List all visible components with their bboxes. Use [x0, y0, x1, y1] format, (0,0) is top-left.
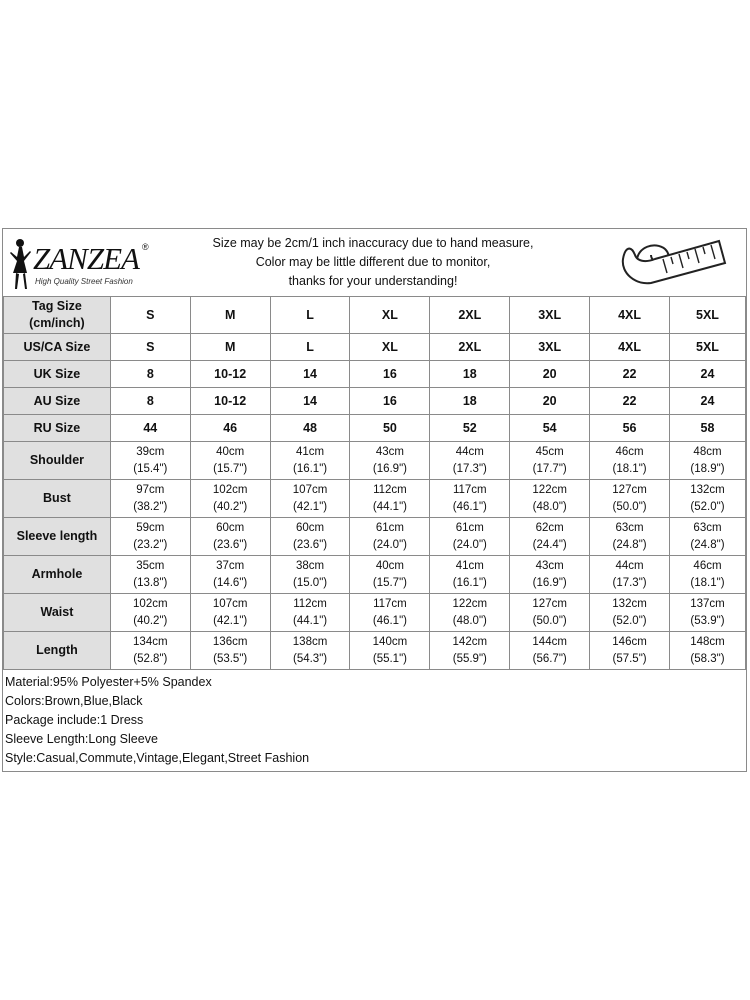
cell-value: 8: [146, 366, 154, 381]
inch-value: (42.1"): [213, 614, 248, 627]
table-cell: [430, 334, 510, 361]
table-cell: [510, 388, 590, 415]
measurement-cell: [110, 480, 190, 518]
cm-value: 43cm: [535, 559, 564, 572]
table-cell: [190, 415, 270, 442]
size-cell: [590, 297, 670, 334]
inch-value: (50.0"): [612, 500, 647, 513]
cm-value: 43cm: [375, 445, 404, 458]
cm-value: 40cm: [216, 445, 245, 458]
table-cell: [110, 361, 190, 388]
cell-value: 4XL: [618, 339, 642, 354]
inch-value: (46.1"): [452, 500, 487, 513]
table-row: [4, 594, 746, 632]
table-cell: [270, 334, 350, 361]
inch-value: (18.1"): [612, 462, 647, 475]
cm-value: 37cm: [216, 559, 245, 572]
cell-value: 52: [462, 420, 477, 435]
measurement-cell: [590, 480, 670, 518]
cell-value: 3XL: [538, 339, 562, 354]
cm-value: 61cm: [375, 521, 404, 534]
cm-value: 44cm: [455, 445, 484, 458]
inch-value: (46.1"): [372, 614, 407, 627]
measurement-cell: [270, 442, 350, 480]
cm-value: 48cm: [693, 445, 722, 458]
measurement-cell: [110, 632, 190, 670]
spec-package: Package include:1 Dress: [5, 713, 144, 727]
brand-name: ZANZEA: [33, 241, 139, 276]
table-cell: [350, 334, 430, 361]
notice-line: Color may be little different due to monitor,: [255, 255, 491, 269]
row-header: [4, 594, 111, 632]
cell-value: 14: [303, 366, 317, 381]
table-cell: [190, 334, 270, 361]
size-value: 5XL: [696, 307, 719, 322]
table-cell: [110, 388, 190, 415]
row-header-label: Length: [36, 643, 78, 657]
inch-value: (15.4"): [133, 462, 168, 475]
measurement-cell: [669, 632, 745, 670]
cell-value: 18: [462, 393, 477, 408]
inch-value: (56.7"): [532, 652, 567, 665]
inch-value: (52.0"): [690, 500, 725, 513]
row-header: [4, 480, 111, 518]
table-row: [4, 518, 746, 556]
cm-value: 112cm: [293, 597, 327, 610]
inch-value: (15.7"): [213, 462, 248, 475]
cell-value: 16: [382, 393, 397, 408]
cm-value: 112cm: [373, 483, 407, 496]
cm-value: 107cm: [292, 483, 328, 496]
cell-value: 56: [622, 420, 637, 435]
table-cell: [590, 388, 670, 415]
inch-value: (48.0"): [452, 614, 487, 627]
table-cell: [590, 415, 670, 442]
cm-value: 146cm: [612, 635, 647, 648]
inch-value: (18.9"): [690, 462, 725, 475]
cell-value: 22: [622, 393, 637, 408]
measurement-cell: [510, 518, 590, 556]
cm-value: 44cm: [615, 559, 644, 572]
spec-style: Style:Casual,Commute,Vintage,Elegant,Street Fashion: [5, 751, 310, 765]
cm-value: 148cm: [690, 635, 725, 648]
measurement-cell: [510, 442, 590, 480]
table-cell: [669, 388, 745, 415]
measurement-cell: [510, 556, 590, 594]
cm-value: 40cm: [375, 559, 404, 572]
row-header: [4, 415, 111, 442]
measurement-cell: [590, 594, 670, 632]
table-cell: [510, 361, 590, 388]
inch-value: (48.0"): [532, 500, 567, 513]
table-cell: [110, 334, 190, 361]
cm-value: 63cm: [615, 521, 644, 534]
measurement-cell: [190, 632, 270, 670]
inch-value: (24.4"): [532, 538, 567, 551]
row-header-label: Armhole: [31, 567, 83, 581]
inch-value: (23.6"): [292, 538, 328, 551]
row-header: [4, 334, 111, 361]
cm-value: 97cm: [136, 483, 165, 496]
table-cell: [110, 415, 190, 442]
table-row: [4, 442, 746, 480]
size-value: 4XL: [618, 307, 642, 322]
cell-value: 5XL: [696, 339, 719, 354]
cell-value: 50: [382, 420, 397, 435]
measurement-cell: [110, 594, 190, 632]
cm-value: 46cm: [615, 445, 644, 458]
size-cell: [430, 297, 510, 334]
inch-value: (53.5"): [213, 652, 248, 665]
measurement-cell: [270, 518, 350, 556]
measurement-cell: [110, 518, 190, 556]
woman-silhouette-icon: [7, 237, 33, 291]
registered-mark: ®: [142, 242, 149, 252]
row-header-label: Waist: [40, 605, 74, 619]
row-header: [4, 632, 111, 670]
table-cell: [430, 415, 510, 442]
inch-value: (24.8"): [690, 538, 725, 551]
cm-value: 122cm: [532, 483, 567, 496]
cell-value: 20: [542, 393, 557, 408]
inch-value: (52.0"): [612, 614, 647, 627]
cm-value: 102cm: [133, 597, 168, 610]
table-cell: [590, 334, 670, 361]
measurement-cell: [270, 480, 350, 518]
cell-value: 18: [462, 366, 477, 381]
cm-value: 41cm: [455, 559, 484, 572]
inch-value: (17.3"): [612, 576, 647, 589]
cm-value: 117cm: [373, 597, 407, 610]
inch-value: (24.0"): [452, 538, 487, 551]
inch-value: (14.6"): [213, 576, 248, 589]
size-table: [3, 296, 746, 670]
table-row: [4, 480, 746, 518]
table-cell: [430, 361, 510, 388]
row-header-label: UK Size: [33, 366, 81, 381]
cm-value: 136cm: [212, 635, 248, 648]
inch-value: (15.0"): [292, 576, 328, 589]
size-cell: [510, 297, 590, 334]
measurement-cell: [270, 594, 350, 632]
brand-logo: [7, 235, 157, 291]
cell-value: 24: [700, 393, 715, 408]
cm-value: 144cm: [532, 635, 567, 648]
table-cell: [190, 361, 270, 388]
cm-value: 117cm: [452, 483, 487, 496]
inch-value: (40.2"): [133, 614, 168, 627]
size-chart-sheet: [2, 228, 747, 772]
inch-value: (17.3"): [452, 462, 487, 475]
size-cell: [669, 297, 745, 334]
table-cell: [430, 388, 510, 415]
table-cell: [669, 361, 745, 388]
cm-value: 60cm: [216, 521, 245, 534]
table-cell: [270, 388, 350, 415]
inch-value: (23.6"): [213, 538, 248, 551]
row-header: [4, 442, 111, 480]
table-cell: [669, 415, 745, 442]
measurement-cell: [590, 632, 670, 670]
measurement-cell: [430, 518, 510, 556]
cell-value: 20: [542, 366, 557, 381]
notice-line: Size may be 2cm/1 inch inaccuracy due to hand measure,: [212, 236, 534, 250]
table-cell: [350, 415, 430, 442]
spec-material: Material:95% Polyester+5% Spandex: [5, 675, 212, 689]
measurement-cell: [110, 556, 190, 594]
table-row: [4, 556, 746, 594]
inch-value: (55.1"): [372, 652, 407, 665]
cm-value: 134cm: [133, 635, 168, 648]
inch-value: (18.1"): [690, 576, 725, 589]
table-cell: [270, 361, 350, 388]
measurement-cell: [430, 632, 510, 670]
measurement-cell: [430, 594, 510, 632]
measurement-cell: [190, 594, 270, 632]
row-header: [4, 518, 111, 556]
cm-value: 62cm: [535, 521, 564, 534]
cm-value: 41cm: [295, 445, 325, 458]
chart-header: [3, 229, 746, 297]
size-value: L: [306, 307, 314, 322]
row-header-line: Tag Size: [32, 299, 82, 313]
measurement-cell: [430, 556, 510, 594]
measurement-cell: [350, 556, 430, 594]
inch-value: (57.5"): [612, 652, 647, 665]
inch-value: (55.9"): [452, 652, 487, 665]
row-header-label: US/CA Size: [23, 339, 91, 354]
inch-value: (16.1"): [292, 462, 328, 475]
row-header-label: RU Size: [33, 420, 81, 435]
size-value: 3XL: [538, 307, 562, 322]
inch-value: (16.9"): [532, 576, 567, 589]
inch-value: (50.0"): [532, 614, 567, 627]
measurement-cell: [590, 556, 670, 594]
measurement-cell: [510, 594, 590, 632]
size-cell: [350, 297, 430, 334]
measurement-cell: [270, 556, 350, 594]
table-cell: [350, 388, 430, 415]
row-header-label: Sleeve length: [16, 529, 98, 543]
size-value: XL: [381, 307, 398, 322]
row-header-tag-size: [4, 297, 111, 334]
cell-value: XL: [381, 339, 398, 354]
inch-value: (17.7"): [532, 462, 567, 475]
cm-value: 132cm: [690, 483, 725, 496]
spec-sleeve-length: Sleeve Length:Long Sleeve: [5, 732, 158, 746]
table-row: [4, 388, 746, 415]
measurement-cell: [510, 480, 590, 518]
measurement-cell: [669, 556, 745, 594]
cm-value: 107cm: [212, 597, 248, 610]
cm-value: 138cm: [292, 635, 328, 648]
inch-value: (13.8"): [133, 576, 168, 589]
measurement-cell: [350, 480, 430, 518]
size-cell: [270, 297, 350, 334]
table-cell: [510, 415, 590, 442]
cm-value: 46cm: [693, 559, 722, 572]
cell-value: S: [146, 339, 155, 354]
cell-value: 58: [700, 420, 715, 435]
measurement-cell: [350, 442, 430, 480]
table-row: [4, 415, 746, 442]
measurement-cell: [350, 632, 430, 670]
notice-line: thanks for your understanding!: [288, 274, 458, 288]
row-header: [4, 388, 111, 415]
measurement-cell: [190, 442, 270, 480]
row-header: [4, 556, 111, 594]
table-cell: [590, 361, 670, 388]
row-header-label: Bust: [43, 491, 71, 505]
measurement-cell: [669, 518, 745, 556]
measurement-cell: [190, 556, 270, 594]
cm-value: 35cm: [136, 559, 165, 572]
cell-value: 10-12: [214, 393, 247, 408]
table-cell: [350, 361, 430, 388]
row-header-label: Shoulder: [29, 453, 85, 467]
cm-value: 127cm: [532, 597, 567, 610]
measurement-cell: [350, 518, 430, 556]
row-header-label: AU Size: [33, 393, 81, 408]
cm-value: 137cm: [690, 597, 725, 610]
spec-colors: Colors:Brown,Blue,Black: [5, 694, 143, 708]
size-cell: [190, 297, 270, 334]
cm-value: 59cm: [136, 521, 165, 534]
measuring-tape-icon: [615, 233, 733, 291]
inch-value: (23.2"): [133, 538, 168, 551]
measurement-cell: [590, 442, 670, 480]
measurement-cell: [669, 594, 745, 632]
measurement-cell: [590, 518, 670, 556]
cell-value: 46: [223, 420, 238, 435]
cell-value: 2XL: [458, 339, 482, 354]
measurement-cell: [430, 480, 510, 518]
cm-value: 45cm: [535, 445, 564, 458]
measurement-cell: [190, 518, 270, 556]
inch-value: (16.9"): [372, 462, 407, 475]
size-value: S: [146, 307, 155, 322]
cm-value: 39cm: [136, 445, 165, 458]
cm-value: 38cm: [295, 559, 325, 572]
brand-tagline: High Quality Street Fashion: [35, 277, 133, 286]
cm-value: 140cm: [372, 635, 408, 648]
cell-value: 54: [542, 420, 557, 435]
inch-value: (44.1"): [372, 500, 407, 513]
cm-value: 60cm: [295, 521, 325, 534]
table-row: [4, 334, 746, 361]
measurement-cell: [190, 480, 270, 518]
measurement-cell: [430, 442, 510, 480]
table-row: [4, 632, 746, 670]
table-cell: [669, 334, 745, 361]
cm-value: 132cm: [612, 597, 647, 610]
inch-value: (54.3"): [292, 652, 328, 665]
table-row: [4, 361, 746, 388]
cell-value: 10-12: [214, 366, 247, 381]
cell-value: 14: [303, 393, 317, 408]
cm-value: 63cm: [693, 521, 722, 534]
inch-value: (52.8"): [133, 652, 168, 665]
row-header: [4, 361, 111, 388]
cm-value: 61cm: [455, 521, 484, 534]
inch-value: (15.7"): [372, 576, 407, 589]
inch-value: (44.1"): [292, 614, 328, 627]
size-value: M: [224, 307, 236, 322]
table-row: [4, 297, 746, 334]
cm-value: 122cm: [452, 597, 488, 610]
product-specs: [5, 673, 309, 768]
inch-value: (58.3"): [690, 652, 725, 665]
cell-value: 44: [143, 420, 158, 435]
inch-value: (24.0"): [372, 538, 407, 551]
cell-value: 16: [382, 366, 397, 381]
table-cell: [190, 388, 270, 415]
cell-value: L: [306, 339, 314, 354]
cell-value: 24: [700, 366, 715, 381]
inch-value: (53.9"): [690, 614, 725, 627]
cell-value: 8: [146, 393, 154, 408]
measurement-cell: [110, 442, 190, 480]
measurement-cell: [270, 632, 350, 670]
inch-value: (40.2"): [213, 500, 248, 513]
table-cell: [270, 415, 350, 442]
size-cell: [110, 297, 190, 334]
measurement-cell: [350, 594, 430, 632]
cell-value: 22: [622, 366, 637, 381]
measurement-cell: [510, 632, 590, 670]
inch-value: (38.2"): [133, 500, 168, 513]
inch-value: (24.8"): [612, 538, 647, 551]
cm-value: 142cm: [452, 635, 488, 648]
measurement-notice: [178, 234, 568, 291]
table-cell: [510, 334, 590, 361]
inch-value: (16.1"): [452, 576, 487, 589]
cm-value: 127cm: [612, 483, 647, 496]
row-header-line: (cm/inch): [29, 316, 85, 330]
size-value: 2XL: [458, 307, 482, 322]
cell-value: 48: [303, 420, 317, 435]
measurement-cell: [669, 442, 745, 480]
inch-value: (42.1"): [292, 500, 328, 513]
cell-value: M: [224, 339, 236, 354]
measurement-cell: [669, 480, 745, 518]
cm-value: 102cm: [212, 483, 248, 496]
